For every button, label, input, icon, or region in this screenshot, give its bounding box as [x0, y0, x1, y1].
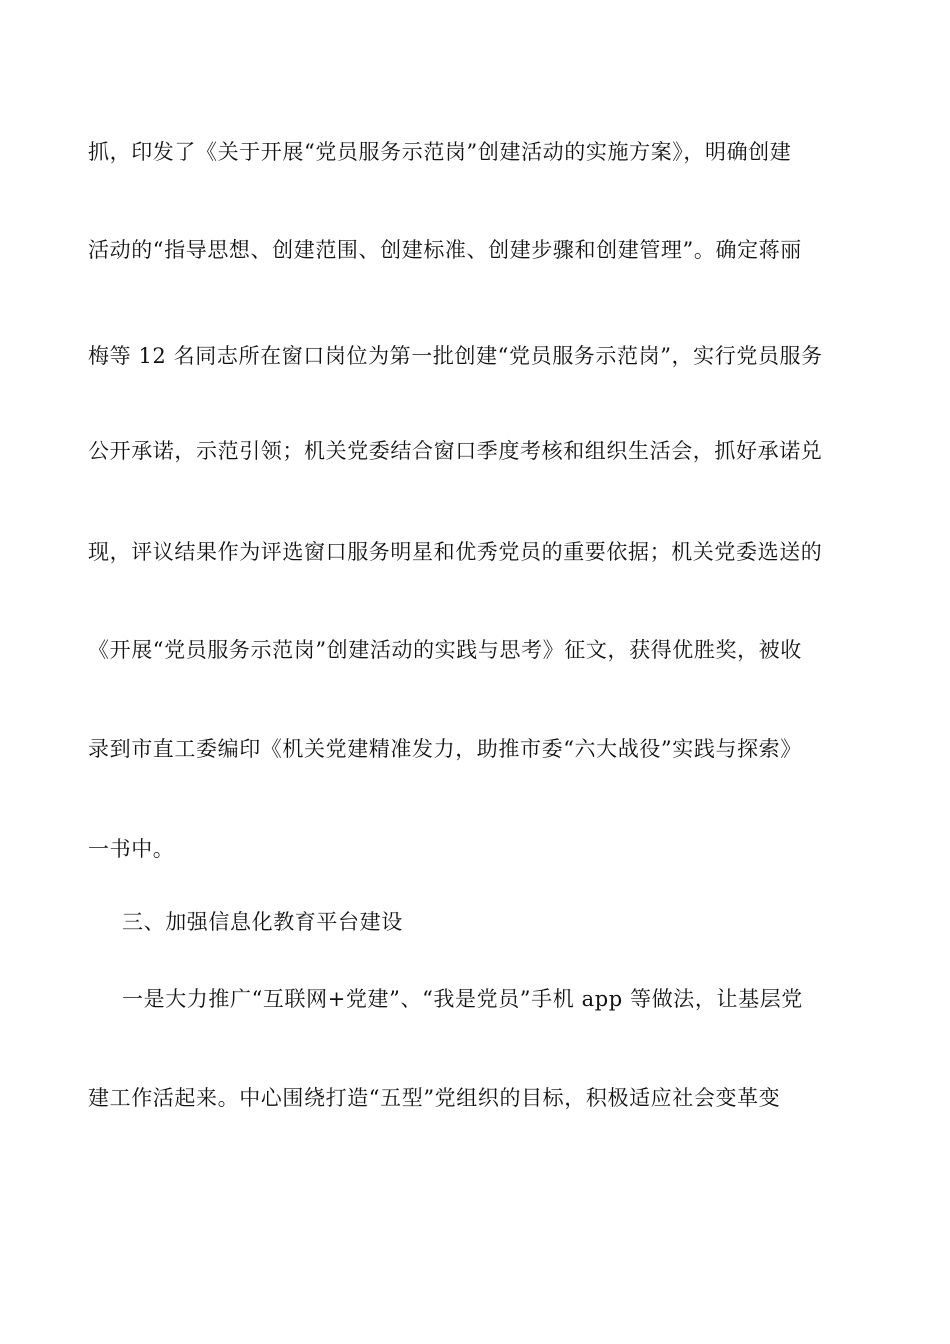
paragraph-line: 活动的“指导思想、创建范围、创建标准、创建步骤和创建管理”。确定蒋丽: [88, 238, 802, 262]
paragraph-line: 一是大力推广“互联网+党建”、“我是党员”手机 app 等做法，让基层党: [122, 987, 803, 1011]
paragraph-line: 抓，印发了《关于开展“党员服务示范岗”创建活动的实施方案》，明确创建: [88, 140, 792, 164]
paragraph-line: 梅等 12 名同志所在窗口岗位为第一批创建“党员服务示范岗”，实行党员服务: [88, 344, 823, 368]
paragraph-line: 现，评议结果作为评选窗口服务明星和优秀党员的重要依据；机关党委选送的: [88, 540, 823, 564]
paragraph-line: 公开承诺，示范引领；机关党委结合窗口季度考核和组织生活会，抓好承诺兑: [88, 439, 823, 463]
paragraph-line: 建工作活起来。中心围绕打造“五型”党组织的目标，积极适应社会变革变: [88, 1086, 781, 1110]
paragraph-line: 《开展“党员服务示范岗”创建活动的实践与思考》征文，获得优胜奖，被收: [88, 638, 802, 662]
section-heading: 三、加强信息化教育平台建设: [122, 910, 403, 934]
paragraph-line: 录到市直工委编印《机关党建精准发力，助推市委“六大战役”实践与探索》: [88, 737, 802, 761]
paragraph-line: 一书中。: [88, 837, 175, 861]
